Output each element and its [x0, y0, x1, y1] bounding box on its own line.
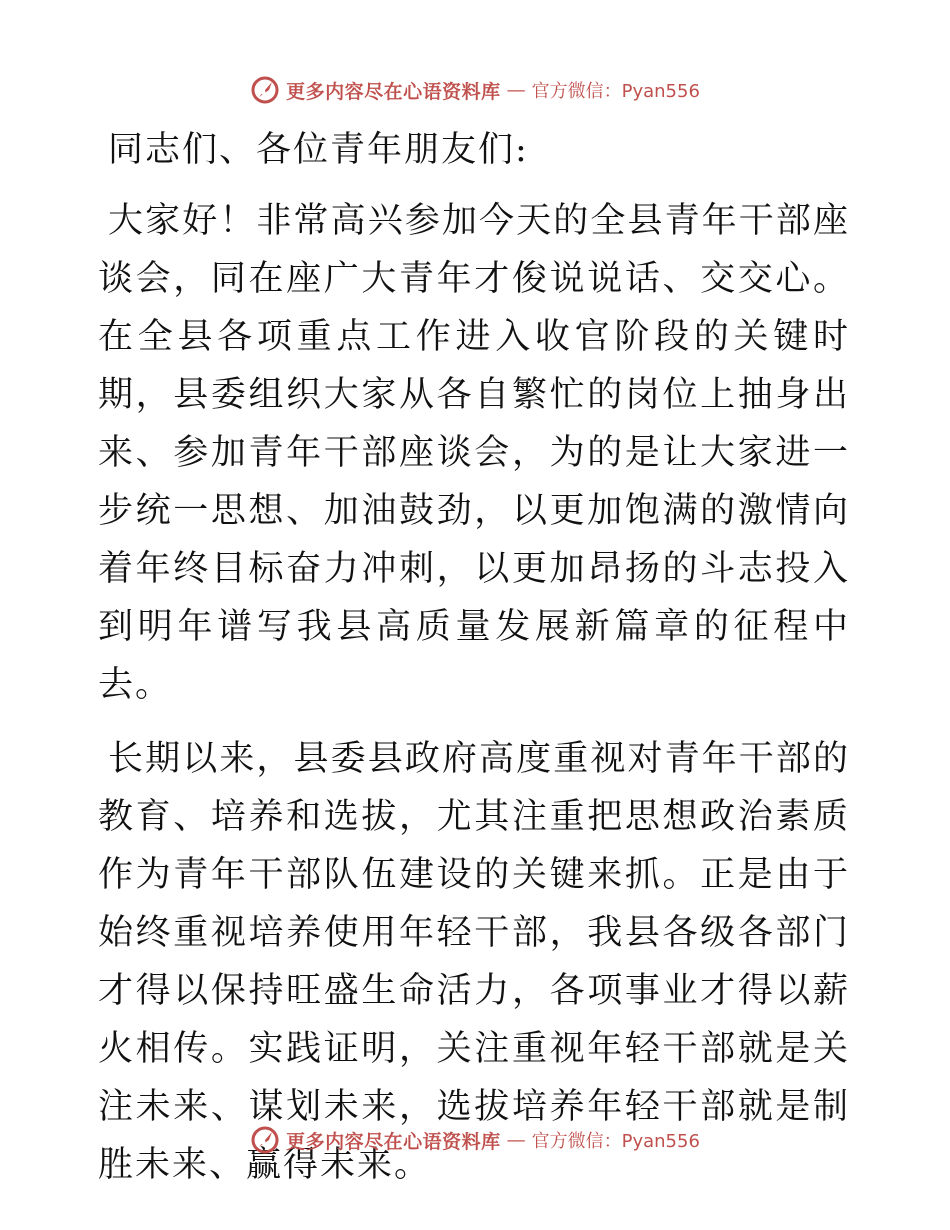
watermark-dash: —: [506, 79, 526, 101]
document-body: [98, 122, 850, 1210]
watermark-brand: 更多内容尽在心语资料库: [286, 1130, 501, 1153]
quill-logo-icon: [250, 75, 280, 105]
header-watermark: [0, 72, 950, 108]
footer-watermark: [0, 1122, 950, 1158]
paragraph-2: 长期以来，县委县政府高度重视对青年干部的教育、培养和选拔，尤其注重把思想政治素质作为青年干部队伍建设的关键来抓。正是由于始终重视培养使用年轻干部，我县各级各部门才得以保持旺盛生命活力，各项事业才得以薪火相传。实践证明，关注重视年轻干部就是关注未来、谋划未来，选拔培养年轻干部就是制胜未来、赢得未来。: [98, 739, 850, 1185]
quill-logo-icon: [250, 1125, 280, 1155]
watermark-wechat: 官方微信：Pyan556: [531, 81, 700, 102]
watermark-wechat: 官方微信：Pyan556: [531, 1131, 700, 1152]
greeting: 同志们、各位青年朋友们:: [108, 130, 529, 170]
watermark-brand: 更多内容尽在心语资料库: [286, 80, 501, 103]
paragraph-1: 大家好！非常高兴参加今天的全县青年干部座谈会，同在座广大青年才俊说说话、交交心。在全县各项重点工作进入收官阶段的关键时期，县委组织大家从各自繁忙的岗位上抽身出来、参加青年干部座谈会，为的是让大家进一步统一思想、加油鼓劲，以更加饱满的激情向着年终目标奋力冲刺，以更加昂扬的斗志投入到明年谱写我县高质量发展新篇章的征程中去。: [98, 201, 850, 705]
watermark-dash: —: [506, 1129, 526, 1151]
